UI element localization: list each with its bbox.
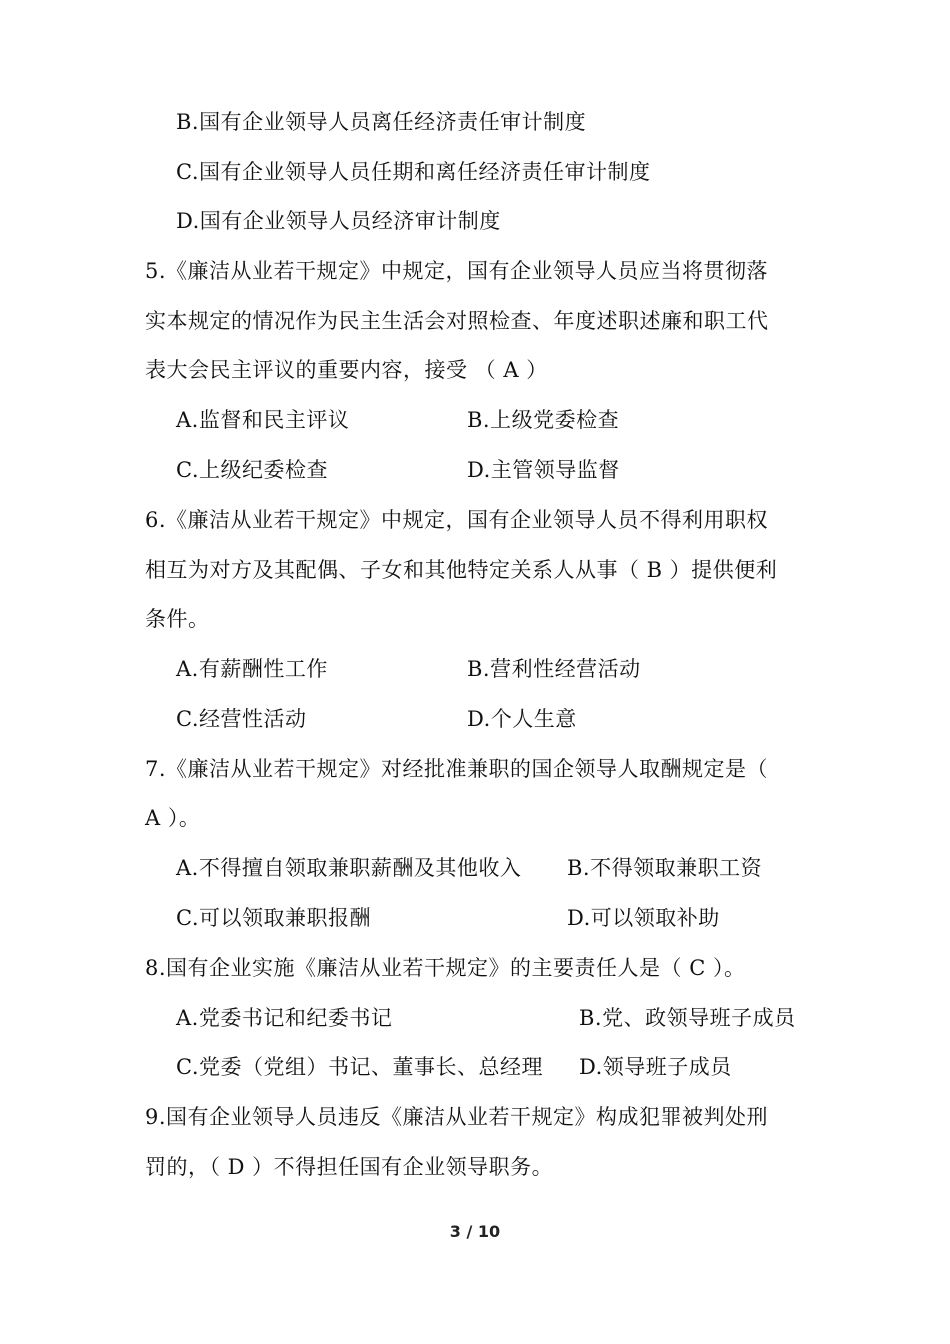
q8-option-c: C.党委（党组）书记、董事长、总经理 xyxy=(176,1055,543,1079)
q9-line-1: 9.国有企业领导人员违反《廉洁从业若干规定》构成犯罪被判处刑 xyxy=(145,1105,769,1129)
q5-line-1: 5.《廉洁从业若干规定》中规定，国有企业领导人员应当将贯彻落 xyxy=(145,259,769,283)
q7-option-c: C.可以领取兼职报酬 xyxy=(176,906,371,930)
q6-option-d: D.个人生意 xyxy=(467,707,577,731)
q5-option-d: D.主管领导监督 xyxy=(467,458,620,482)
q5-line-2: 实本规定的情况作为民主生活会对照检查、年度述职述廉和职工代 xyxy=(145,309,769,333)
q6-option-b: B.营利性经营活动 xyxy=(467,657,641,681)
q6-line-1: 6.《廉洁从业若干规定》中规定，国有企业领导人员不得利用职权 xyxy=(145,508,769,532)
q7-option-b: B.不得领取兼职工资 xyxy=(567,856,763,880)
q7-line-1: 7.《廉洁从业若干规定》对经批准兼职的国企领导人取酬规定是（ xyxy=(145,757,769,781)
q5-option-c: C.上级纪委检查 xyxy=(176,458,328,482)
q4-option-b: B.国有企业领导人员离任经济责任审计制度 xyxy=(176,110,587,134)
q6-option-a: A.有薪酬性工作 xyxy=(176,657,328,681)
q4-option-d: D.国有企业领导人员经济审计制度 xyxy=(176,209,501,233)
q8-line-1: 8.国有企业实施《廉洁从业若干规定》的主要责任人是（ C ）。 xyxy=(145,956,746,980)
q5-option-b: B.上级党委检查 xyxy=(467,408,620,432)
q4-option-c: C.国有企业领导人员任期和离任经济责任审计制度 xyxy=(176,160,651,184)
q5-option-a: A.监督和民主评议 xyxy=(176,408,350,432)
q6-option-c: C.经营性活动 xyxy=(176,707,307,731)
page-number: 3 / 10 xyxy=(449,1222,501,1241)
q8-option-a: A.党委书记和纪委书记 xyxy=(176,1006,393,1030)
q7-line-2: A ）。 xyxy=(145,806,201,830)
q8-option-b: B.党、政领导班子成员 xyxy=(579,1006,796,1030)
q8-option-d: D.领导班子成员 xyxy=(579,1055,732,1079)
q6-line-2: 相互为对方及其配偶、子女和其他特定关系人从事（ B ）提供便利 xyxy=(145,558,778,582)
q7-option-a: A.不得擅自领取兼职薪酬及其他收入 xyxy=(176,856,522,880)
q7-option-d: D.可以领取补助 xyxy=(567,906,720,930)
q9-line-2: 罚的，（ D ）不得担任国有企业领导职务。 xyxy=(145,1155,554,1179)
q5-line-3: 表大会民主评议的重要内容，接受 （ A ） xyxy=(145,358,548,382)
q6-line-3: 条件。 xyxy=(145,607,210,631)
